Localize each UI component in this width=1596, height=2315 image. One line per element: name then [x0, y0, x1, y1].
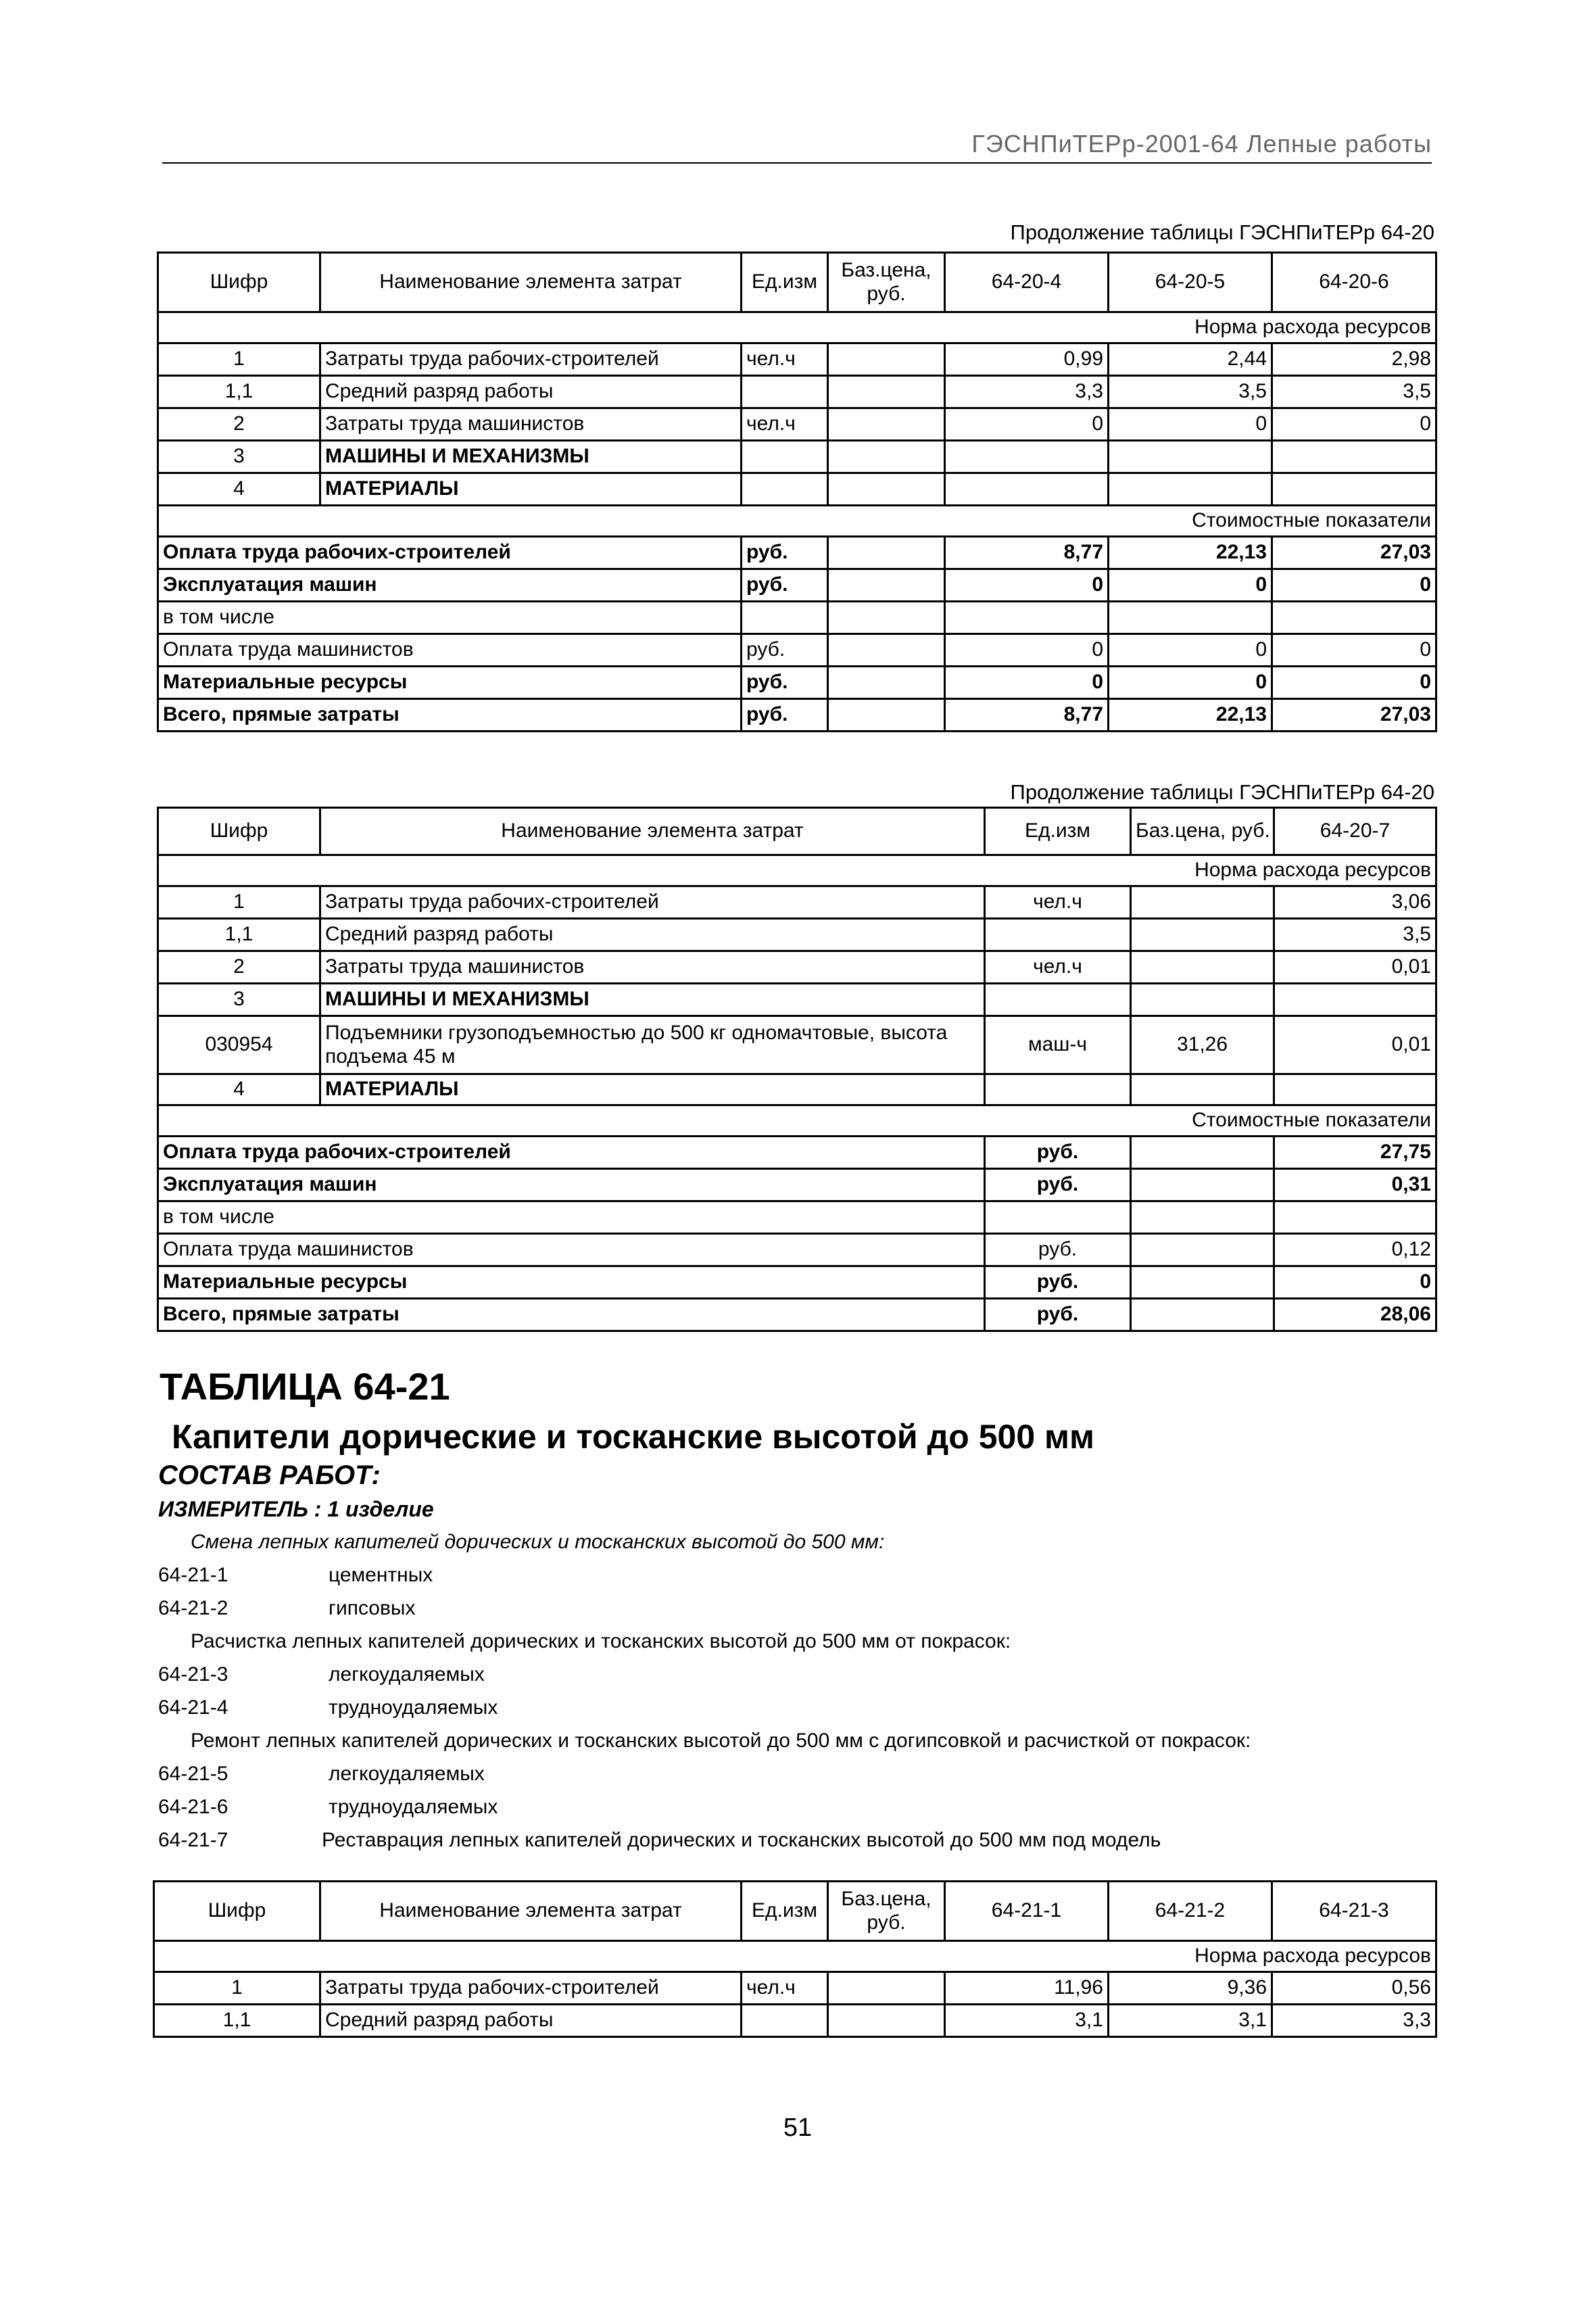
- table3-header-row: [154, 1882, 1436, 1941]
- table-64-21-title: ТАБЛИЦА 64-21: [160, 1365, 450, 1408]
- col-64-21-2-header: 64-21-2: [1109, 1882, 1272, 1941]
- row-name: Средний разряд работы: [320, 919, 985, 951]
- item-text: трудноудаляемых: [329, 1696, 498, 1719]
- cost-row-value: 0: [945, 667, 1109, 699]
- row-value: 3,1: [1109, 2005, 1272, 2037]
- row-value: 0: [945, 408, 1109, 441]
- item-text: Реставрация лепных капителей дорических и тосканских высотой до 500 мм под модель: [322, 1829, 1161, 1851]
- table-row: [154, 1972, 1436, 2005]
- cost-row-price: [1131, 1169, 1274, 1201]
- cost-row-value: 27,03: [1272, 699, 1436, 732]
- row-price: [1131, 951, 1274, 984]
- item-text: легкоудаляемых: [329, 1663, 485, 1686]
- col-name-header: Наименование элемента затрат: [320, 253, 742, 312]
- row-name: Средний разряд работы: [320, 2005, 742, 2037]
- cost-row-unit: руб.: [985, 1266, 1131, 1299]
- cost-row-unit: [985, 1201, 1131, 1234]
- cost-row-name: Оплата труда рабочих-строителей: [158, 537, 742, 569]
- row-price: [1131, 984, 1274, 1016]
- cost-row-value: 8,77: [945, 699, 1109, 732]
- table2-caption: Продолжение таблицы ГЭСНПиТЕРр 64-20: [1010, 780, 1434, 804]
- row-name: Подъемники грузоподъемностью до 500 кг одномачтовые, высота подъема 45 м: [320, 1016, 985, 1074]
- table1: [157, 252, 1437, 732]
- row-value: [1272, 441, 1436, 473]
- item-code: 64-21-2: [158, 1597, 228, 1619]
- cost-row-name: Оплата труда машинистов: [158, 1234, 985, 1266]
- row-value: 0,01: [1274, 1016, 1436, 1074]
- row-value: [1274, 984, 1436, 1016]
- norm-section-label: Норма расхода ресурсов: [158, 312, 1436, 343]
- table-row: [158, 408, 1436, 441]
- item-code: 64-21-3: [158, 1663, 228, 1686]
- row-code: 4: [158, 1074, 320, 1105]
- col-price-header: Баз.цена, руб.: [828, 1882, 945, 1941]
- col-unit-header: Ед.изм: [742, 1882, 828, 1941]
- row-value: 9,36: [1109, 1972, 1272, 2005]
- cost-row-value: 27,03: [1272, 537, 1436, 569]
- cost-row-name: Эксплуатация машин: [158, 569, 742, 602]
- row-price: [828, 473, 945, 506]
- norm-section-label: Норма расхода ресурсов: [158, 855, 1436, 886]
- table-row: [158, 1169, 1436, 1201]
- cost-row-unit: [742, 602, 828, 634]
- row-unit: [742, 376, 828, 408]
- row-name: МАТЕРИАЛЫ: [320, 473, 742, 506]
- cost-row-value: 0,31: [1274, 1169, 1436, 1201]
- cost-row-unit: руб.: [742, 667, 828, 699]
- row-price: [828, 1972, 945, 2005]
- cost-row-value: 22,13: [1109, 699, 1272, 732]
- row-price: [1131, 1074, 1274, 1105]
- item-code: 64-21-1: [158, 1564, 228, 1586]
- table1-header-row: [158, 253, 1436, 312]
- row-unit: чел.ч: [985, 951, 1131, 984]
- row-price: [828, 376, 945, 408]
- intro-replace: Смена лепных капителей дорических и тосканских высотой до 500 мм:: [191, 1531, 885, 1553]
- cost-row-price: [1131, 1266, 1274, 1299]
- col-name-header: Наименование элемента затрат: [320, 1882, 742, 1941]
- table-row: [158, 634, 1436, 667]
- row-price: 31,26: [1131, 1016, 1274, 1074]
- cost-row-unit: руб.: [742, 634, 828, 667]
- row-code: 1: [158, 886, 320, 919]
- row-value: [1109, 441, 1272, 473]
- item-text: трудноудаляемых: [329, 1796, 498, 1818]
- cost-row-price: [828, 699, 945, 732]
- row-name: Затраты труда рабочих-строителей: [320, 886, 985, 919]
- col-unit-header: Ед.изм: [742, 253, 828, 312]
- norm-section-label: Норма расхода ресурсов: [154, 1941, 1436, 1972]
- row-price: [828, 2005, 945, 2037]
- table-row: [158, 473, 1436, 506]
- row-code: 3: [158, 441, 320, 473]
- cost-row-price: [828, 602, 945, 634]
- row-unit: [742, 2005, 828, 2037]
- row-unit: чел.ч: [985, 886, 1131, 919]
- row-unit: чел.ч: [742, 1972, 828, 2005]
- cost-row-value: [1272, 602, 1436, 634]
- row-value: [1109, 473, 1272, 506]
- col-64-21-1-header: 64-21-1: [945, 1882, 1109, 1941]
- row-value: 3,5: [1109, 376, 1272, 408]
- cost-row-value: [1274, 1201, 1436, 1234]
- cost-row-price: [1131, 1137, 1274, 1169]
- row-name: Затраты труда машинистов: [320, 951, 985, 984]
- row-value: 0: [1272, 408, 1436, 441]
- cost-row-value: 27,75: [1274, 1137, 1436, 1169]
- cost-row-price: [828, 537, 945, 569]
- cost-row-value: 0: [945, 634, 1109, 667]
- row-value: 3,5: [1272, 376, 1436, 408]
- cost-row-value: 0: [1109, 667, 1272, 699]
- item-code: 64-21-7: [158, 1829, 228, 1851]
- row-unit: [742, 473, 828, 506]
- table3: [153, 1880, 1437, 2038]
- row-value: [1274, 1074, 1436, 1105]
- table-row: [158, 1266, 1436, 1299]
- cost-row-value: 0: [1272, 569, 1436, 602]
- row-code: 1,1: [158, 919, 320, 951]
- cost-row-value: 0: [1272, 667, 1436, 699]
- cost-row-name: Оплата труда машинистов: [158, 634, 742, 667]
- row-value: 11,96: [945, 1972, 1109, 2005]
- table-row: [158, 1299, 1436, 1331]
- table-row: [158, 1016, 1436, 1074]
- cost-row-price: [828, 667, 945, 699]
- cost-row-value: [945, 602, 1109, 634]
- cost-row-value: 0: [1272, 634, 1436, 667]
- table-row: [158, 984, 1436, 1016]
- cost-row-price: [1131, 1201, 1274, 1234]
- table1-caption: Продолжение таблицы ГЭСНПиТЕРр 64-20: [1010, 220, 1434, 244]
- table2-header-row: [158, 808, 1436, 855]
- row-name: Затраты труда машинистов: [320, 408, 742, 441]
- row-value: 0,56: [1272, 1972, 1436, 2005]
- table-row: [158, 919, 1436, 951]
- row-code: 4: [158, 473, 320, 506]
- row-unit: чел.ч: [742, 343, 828, 376]
- row-code: 3: [158, 984, 320, 1016]
- row-unit: [985, 984, 1131, 1016]
- row-code: 1: [158, 343, 320, 376]
- col-64-20-6-header: 64-20-6: [1272, 253, 1436, 312]
- row-value: 2,98: [1272, 343, 1436, 376]
- item-code: 64-21-4: [158, 1696, 228, 1719]
- meter-label: ИЗМЕРИТЕЛЬ : 1 изделие: [158, 1497, 434, 1521]
- table-row: [158, 1074, 1436, 1105]
- row-value: 3,06: [1274, 886, 1436, 919]
- row-price: [1131, 886, 1274, 919]
- item-text: гипсовых: [329, 1597, 416, 1619]
- cost-row-unit: руб.: [985, 1299, 1131, 1331]
- cost-row-value: 0,12: [1274, 1234, 1436, 1266]
- table-row: [158, 537, 1436, 569]
- table-row: [158, 667, 1436, 699]
- composition-label: СОСТАВ РАБОТ:: [158, 1460, 381, 1490]
- table-row: [158, 569, 1436, 602]
- row-value: 0,99: [945, 343, 1109, 376]
- row-value: [945, 473, 1109, 506]
- row-unit: маш-ч: [985, 1016, 1131, 1074]
- col-price-header: Баз.цена, руб.: [1131, 808, 1274, 855]
- row-price: [828, 408, 945, 441]
- intro-clean: Расчистка лепных капителей дорических и тосканских высотой до 500 мм от покрасок:: [191, 1630, 1011, 1652]
- row-price: [828, 441, 945, 473]
- item-text: цементных: [329, 1564, 433, 1586]
- cost-row-value: 22,13: [1109, 537, 1272, 569]
- cost-row-name: Эксплуатация машин: [158, 1169, 985, 1201]
- table2: [157, 807, 1437, 1332]
- cost-row-unit: руб.: [985, 1169, 1131, 1201]
- row-unit: [985, 919, 1131, 951]
- cost-row-unit: руб.: [742, 699, 828, 732]
- col-64-20-5-header: 64-20-5: [1109, 253, 1272, 312]
- row-name: МАШИНЫ И МЕХАНИЗМЫ: [320, 984, 985, 1016]
- item-code: 64-21-6: [158, 1796, 228, 1818]
- cost-row-name: Материальные ресурсы: [158, 1266, 985, 1299]
- table-row: [158, 1137, 1436, 1169]
- row-code: 030954: [158, 1016, 320, 1074]
- cost-row-value: 0: [1274, 1266, 1436, 1299]
- cost-row-name: Всего, прямые затраты: [158, 1299, 985, 1331]
- cost-section-label: Стоимостные показатели: [158, 1105, 1436, 1137]
- col-64-21-3-header: 64-21-3: [1272, 1882, 1436, 1941]
- cost-row-unit: руб.: [742, 537, 828, 569]
- row-unit: чел.ч: [742, 408, 828, 441]
- row-name: МАШИНЫ И МЕХАНИЗМЫ: [320, 441, 742, 473]
- cost-row-name: в том числе: [158, 602, 742, 634]
- row-price: [1131, 919, 1274, 951]
- row-code: 1,1: [158, 376, 320, 408]
- cost-row-value: 8,77: [945, 537, 1109, 569]
- row-value: [945, 441, 1109, 473]
- row-name: Средний разряд работы: [320, 376, 742, 408]
- cost-row-name: Оплата труда рабочих-строителей: [158, 1137, 985, 1169]
- col-64-20-4-header: 64-20-4: [945, 253, 1109, 312]
- cost-row-price: [1131, 1234, 1274, 1266]
- row-code: 2: [158, 408, 320, 441]
- col-unit-header: Ед.изм: [985, 808, 1131, 855]
- table-row: [158, 343, 1436, 376]
- table-row: [158, 602, 1436, 634]
- table-row: [158, 376, 1436, 408]
- cost-row-value: 0: [1109, 569, 1272, 602]
- col-price-header: Баз.цена, руб.: [828, 253, 945, 312]
- row-code: 2: [158, 951, 320, 984]
- col-code-header: Шифр: [158, 808, 320, 855]
- item-text: легкоудаляемых: [329, 1763, 485, 1785]
- row-unit: [742, 441, 828, 473]
- row-name: Затраты труда рабочих-строителей: [320, 1972, 742, 2005]
- row-value: 0,01: [1274, 951, 1436, 984]
- cost-row-name: Материальные ресурсы: [158, 667, 742, 699]
- table-row: [158, 951, 1436, 984]
- row-name: Затраты труда рабочих-строителей: [320, 343, 742, 376]
- cost-row-unit: руб.: [985, 1234, 1131, 1266]
- cost-row-value: 28,06: [1274, 1299, 1436, 1331]
- row-value: 3,5: [1274, 919, 1436, 951]
- table-row: [158, 699, 1436, 732]
- cost-section-label: Стоимостные показатели: [158, 506, 1436, 537]
- cost-row-price: [1131, 1299, 1274, 1331]
- row-name: МАТЕРИАЛЫ: [320, 1074, 985, 1105]
- table-row: [158, 441, 1436, 473]
- row-value: 3,3: [945, 376, 1109, 408]
- table-64-21-subtitle: Капители дорические и тосканские высотой до 500 мм: [172, 1418, 1095, 1456]
- table-row: [158, 1201, 1436, 1234]
- cost-row-unit: руб.: [985, 1137, 1131, 1169]
- table-row: [154, 2005, 1436, 2037]
- cost-row-price: [828, 634, 945, 667]
- cost-row-name: Всего, прямые затраты: [158, 699, 742, 732]
- page-number: 51: [783, 2114, 813, 2142]
- col-code-header: Шифр: [158, 253, 320, 312]
- cost-row-price: [828, 569, 945, 602]
- cost-row-value: 0: [1109, 634, 1272, 667]
- row-price: [828, 343, 945, 376]
- table-row: [158, 886, 1436, 919]
- intro-repair: Ремонт лепных капителей дорических и тосканских высотой до 500 мм с догипсовкой и расчисткой от покрасок:: [191, 1729, 1251, 1752]
- cost-row-value: [1109, 602, 1272, 634]
- row-value: [1272, 473, 1436, 506]
- item-code: 64-21-5: [158, 1763, 228, 1785]
- table-row: [158, 1234, 1436, 1266]
- cost-row-unit: руб.: [742, 569, 828, 602]
- col-code-header: Шифр: [154, 1882, 320, 1941]
- cost-row-value: 0: [945, 569, 1109, 602]
- cost-row-name: в том числе: [158, 1201, 985, 1234]
- running-header: ГЭСНПиТЕРр-2001-64 Лепные работы: [162, 130, 1432, 164]
- col-64-20-7-header: 64-20-7: [1274, 808, 1436, 855]
- row-value: 3,1: [945, 2005, 1109, 2037]
- row-value: 2,44: [1109, 343, 1272, 376]
- row-code: 1: [154, 1972, 320, 2005]
- row-value: 3,3: [1272, 2005, 1436, 2037]
- row-unit: [985, 1074, 1131, 1105]
- col-name-header: Наименование элемента затрат: [320, 808, 985, 855]
- row-value: 0: [1109, 408, 1272, 441]
- row-code: 1,1: [154, 2005, 320, 2037]
